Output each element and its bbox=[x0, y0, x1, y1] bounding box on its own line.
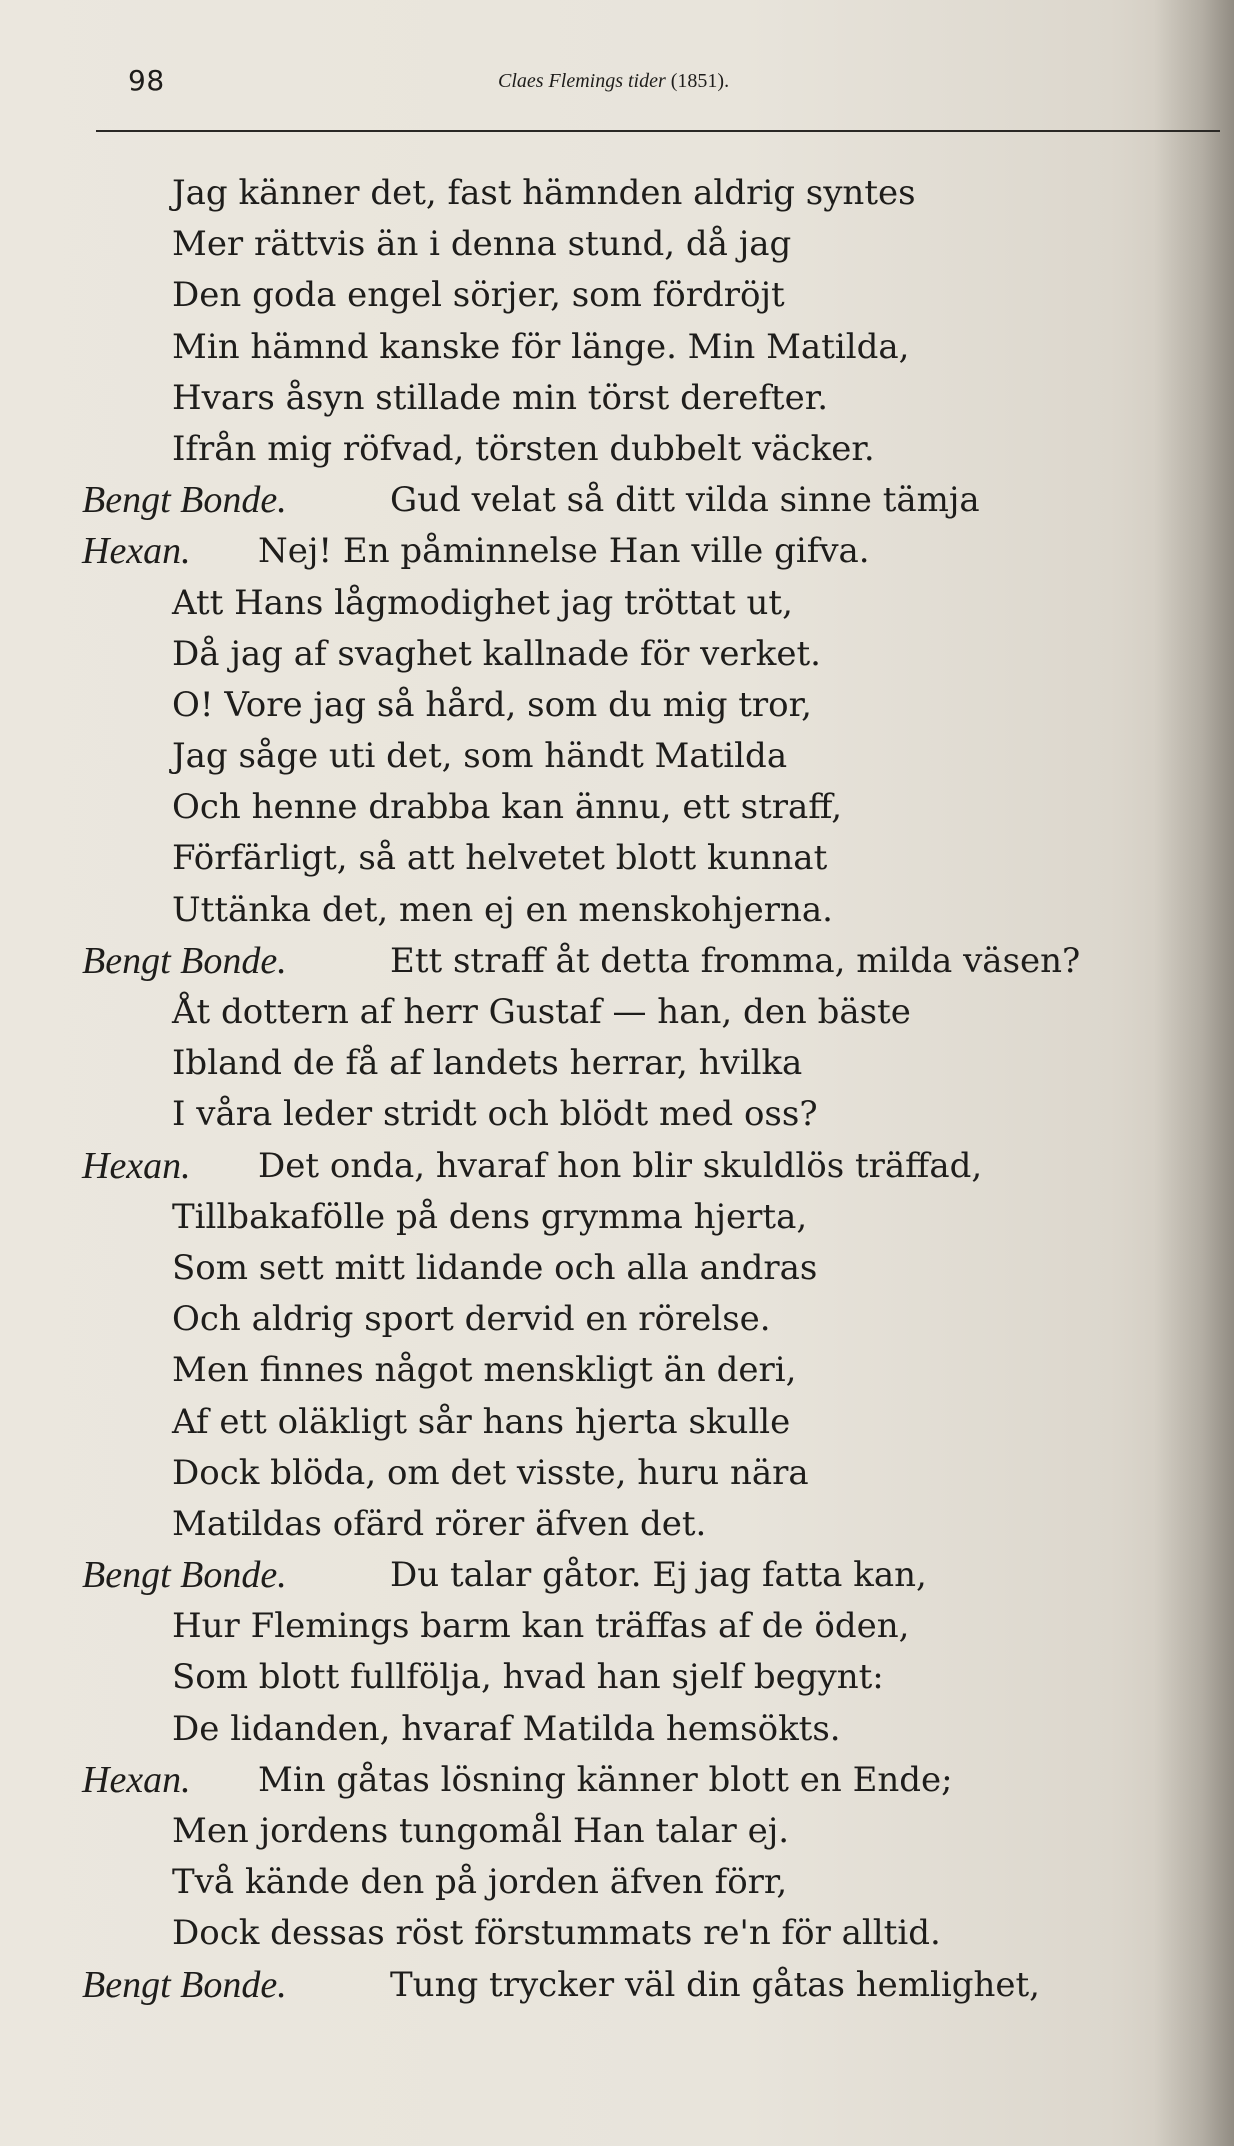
verse-line bbox=[80, 270, 1160, 321]
verse-line bbox=[80, 526, 1160, 577]
speaker-name: Hexan. bbox=[82, 1758, 191, 1801]
verse-line bbox=[80, 1192, 1160, 1243]
verse-text: Som sett mitt lidande och alla andras bbox=[172, 1247, 818, 1288]
verse-line bbox=[80, 168, 1160, 219]
verse-text: Två kände den på jorden äfven förr, bbox=[172, 1862, 788, 1903]
verse-text: Men jordens tungomål Han talar ej. bbox=[172, 1811, 790, 1851]
verse-text: Dock dessas röst förstummats re'n för alltid. bbox=[172, 1913, 941, 1954]
verse-line bbox=[80, 219, 1160, 270]
verse-text: Tung trycker väl din gåtas hemlighet, bbox=[390, 1964, 1040, 2005]
verse-text: Men finnes något menskligt än deri, bbox=[172, 1350, 797, 1391]
verse-line bbox=[80, 1550, 1160, 1601]
verse-line bbox=[80, 936, 1160, 987]
verse-line bbox=[80, 1960, 1160, 2011]
verse-line bbox=[80, 1089, 1160, 1140]
running-head-year: (1851). bbox=[670, 70, 730, 92]
verse-line bbox=[80, 322, 1160, 373]
verse-text: Som blott fullfölja, hvad han sjelf begynt: bbox=[172, 1657, 884, 1698]
verse-text: Mer rättvis än i denna stund, då jag bbox=[172, 224, 792, 265]
verse-line bbox=[80, 629, 1160, 680]
verse-text: Uttänka det, men ej en menskohjerna. bbox=[172, 889, 833, 930]
speaker-name: Bengt Bonde. bbox=[82, 1554, 287, 1597]
verse-line bbox=[80, 1857, 1160, 1908]
verse-line bbox=[80, 1601, 1160, 1652]
verse-text: Det onda, hvaraf hon blir skuldlös träffad, bbox=[258, 1145, 983, 1186]
verse-line bbox=[80, 782, 1160, 833]
running-head bbox=[498, 70, 729, 93]
verse-line bbox=[80, 731, 1160, 782]
page-number: 98 bbox=[128, 64, 165, 97]
verse-text: Förfärligt, så att helvetet blott kunnat bbox=[172, 838, 828, 879]
verse-text: De lidanden, hvaraf Matilda hemsökts. bbox=[172, 1708, 841, 1749]
verse-line bbox=[80, 1499, 1160, 1550]
verse-text: Dock blöda, om det visste, huru nära bbox=[172, 1452, 809, 1493]
verse-text: Hur Flemings barm kan träffas af de öden, bbox=[172, 1606, 910, 1647]
verse-text: Min hämnd kanske för länge. Min Matilda, bbox=[172, 326, 910, 367]
verse-line bbox=[80, 885, 1160, 936]
verse-line bbox=[80, 373, 1160, 424]
verse-text: Min gåtas lösning känner blott en Ende; bbox=[258, 1759, 953, 1800]
verse-text: Af ett oläkligt sår hans hjerta skulle bbox=[172, 1401, 791, 1442]
verse-line bbox=[80, 1397, 1160, 1448]
verse-line bbox=[80, 1038, 1160, 1089]
verse-text: Att Hans lågmodighet jag tröttat ut, bbox=[172, 582, 793, 623]
verse-text: Jag såge uti det, som händt Matilda bbox=[172, 736, 788, 777]
speaker-name: Bengt Bonde. bbox=[82, 939, 287, 982]
drama-text bbox=[80, 168, 1160, 2011]
page-header bbox=[128, 64, 1128, 104]
verse-text: Och aldrig sport dervid en rörelse. bbox=[172, 1299, 771, 1340]
verse-text: Den goda engel sörjer, som fördröjt bbox=[172, 275, 785, 316]
verse-line bbox=[80, 578, 1160, 629]
verse-line bbox=[80, 475, 1160, 526]
verse-text: Matildas ofärd rörer äfven det. bbox=[172, 1503, 707, 1544]
running-head-title: Claes Flemings tider bbox=[498, 70, 666, 92]
verse-text: I våra leder stridt och blödt med oss? bbox=[172, 1094, 818, 1135]
verse-line bbox=[80, 1448, 1160, 1499]
verse-line bbox=[80, 1141, 1160, 1192]
verse-line bbox=[80, 680, 1160, 731]
verse-line bbox=[80, 1294, 1160, 1345]
verse-text: Gud velat så ditt vilda sinne tämja bbox=[390, 480, 980, 521]
speaker-name: Hexan. bbox=[82, 530, 191, 573]
verse-line bbox=[80, 1755, 1160, 1806]
verse-text: Jag känner det, fast hämnden aldrig syntes bbox=[172, 173, 916, 213]
verse-line bbox=[80, 424, 1160, 475]
page-edge-shadow bbox=[1154, 0, 1234, 2146]
verse-text: Nej! En påminnelse Han ville gifva. bbox=[258, 531, 870, 572]
verse-line bbox=[80, 1652, 1160, 1703]
speaker-name: Hexan. bbox=[82, 1144, 191, 1187]
verse-line bbox=[80, 833, 1160, 884]
verse-text: Åt dottern af herr Gustaf — han, den bäste bbox=[172, 992, 911, 1032]
verse-text: Och henne drabba kan ännu, ett straff, bbox=[172, 787, 843, 828]
verse-line bbox=[80, 987, 1160, 1038]
header-rule bbox=[96, 130, 1220, 132]
verse-text: O! Vore jag så hård, som du mig tror, bbox=[172, 684, 812, 725]
verse-line bbox=[80, 1243, 1160, 1294]
verse-text: Du talar gåtor. Ej jag fatta kan, bbox=[390, 1555, 927, 1596]
verse-text: Ifrån mig röfvad, törsten dubbelt väcker. bbox=[172, 428, 875, 469]
verse-line bbox=[80, 1908, 1160, 1959]
speaker-name: Bengt Bonde. bbox=[82, 479, 287, 522]
verse-text: Då jag af svaghet kallnade för verket. bbox=[172, 633, 821, 674]
verse-line bbox=[80, 1806, 1160, 1857]
verse-line bbox=[80, 1345, 1160, 1396]
verse-text: Ibland de få af landets herrar, hvilka bbox=[172, 1043, 803, 1084]
verse-text: Tillbakafölle på dens grymma hjerta, bbox=[172, 1196, 808, 1237]
verse-text: Hvars åsyn stillade min törst derefter. bbox=[172, 377, 829, 418]
verse-text: Ett straff åt detta fromma, milda väsen? bbox=[390, 940, 1081, 981]
verse-line bbox=[80, 1704, 1160, 1755]
speaker-name: Bengt Bonde. bbox=[82, 1963, 287, 2006]
